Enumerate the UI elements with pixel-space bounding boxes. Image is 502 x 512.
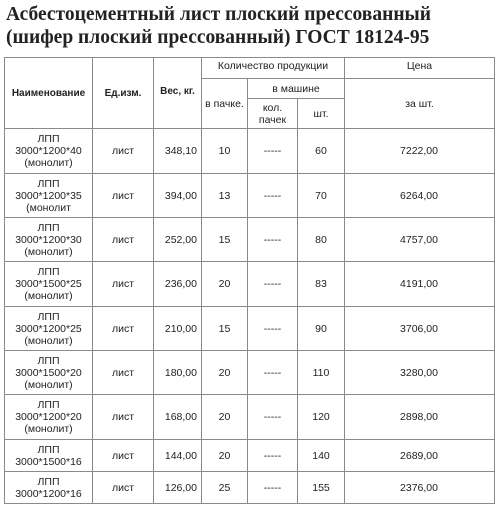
cell-unit: лист: [93, 351, 154, 395]
cell-unit: лист: [93, 262, 154, 307]
cell-name-line: 3000*1500*25: [15, 278, 82, 290]
cell-name: [5, 307, 93, 351]
cell-weight: 168,00: [154, 395, 202, 440]
cell-pieces: 90: [298, 307, 345, 351]
table-row: [5, 218, 495, 262]
table-row: [5, 262, 495, 307]
table-row: [5, 472, 495, 504]
cell-price: 4757,00: [345, 218, 495, 262]
cell-price: 3280,00: [345, 351, 495, 395]
cell-unit: лист: [93, 395, 154, 440]
cell-name-line: (монолит): [24, 334, 73, 347]
cell-name-line: (монолит): [24, 423, 73, 435]
cell-name-line: 3000*1200*25: [15, 322, 82, 335]
cell-unit: лист: [93, 440, 154, 472]
cell-in-pack: 25: [202, 472, 248, 504]
cell-pieces: 140: [298, 440, 345, 472]
cell-name: [5, 472, 93, 504]
cell-name: [5, 395, 93, 440]
cell-name-line: 3000*1500*20: [15, 366, 82, 379]
price-table: [4, 57, 495, 504]
header-pieces: шт.: [298, 99, 345, 129]
cell-name-line: ЛПП: [37, 133, 60, 145]
cell-pieces: 70: [298, 174, 345, 218]
cell-price: 2898,00: [345, 395, 495, 440]
cell-name-line: ЛПП: [37, 266, 60, 278]
cell-name-line: 3000*1200*20: [15, 411, 82, 423]
cell-unit: лист: [93, 174, 154, 218]
cell-packs: -----: [248, 395, 298, 440]
table-row: [5, 395, 495, 440]
cell-weight: 210,00: [154, 307, 202, 351]
title-line-2: (шифер плоский прессованный) ГОСТ 18124-95: [6, 27, 430, 48]
cell-in-pack: 20: [202, 395, 248, 440]
cell-unit: лист: [93, 472, 154, 504]
cell-pieces: 110: [298, 351, 345, 395]
cell-price: 2689,00: [345, 440, 495, 472]
header-quantity: Количество продукции: [202, 58, 345, 79]
cell-packs: -----: [248, 129, 298, 174]
cell-weight: 144,00: [154, 440, 202, 472]
cell-in-pack: 20: [202, 351, 248, 395]
page-title: [6, 3, 496, 49]
cell-name-line: (монолит): [24, 290, 73, 302]
cell-name-line: (монолит): [24, 245, 73, 258]
cell-name-line: 3000*1200*35: [15, 189, 82, 202]
cell-weight: 252,00: [154, 218, 202, 262]
header-in-truck: в машине: [248, 79, 345, 99]
cell-name-line: 3000*1200*16: [15, 487, 82, 500]
cell-name-line: ЛПП: [37, 354, 60, 367]
cell-weight: 394,00: [154, 174, 202, 218]
cell-name-line: (монолит: [26, 201, 71, 214]
header-in-pack: в пачке.: [202, 79, 248, 129]
table-row: [5, 307, 495, 351]
table-body: [5, 129, 495, 504]
cell-weight: 126,00: [154, 472, 202, 504]
cell-name-line: ЛПП: [37, 475, 60, 488]
cell-name: [5, 262, 93, 307]
cell-in-pack: 10: [202, 129, 248, 174]
cell-in-pack: 15: [202, 218, 248, 262]
header-price: Цена: [345, 58, 495, 79]
cell-in-pack: 20: [202, 440, 248, 472]
cell-weight: 348,10: [154, 129, 202, 174]
cell-name-line: (монолит): [24, 157, 73, 169]
cell-name: [5, 218, 93, 262]
cell-price: 7222,00: [345, 129, 495, 174]
cell-unit: лист: [93, 218, 154, 262]
table-row: [5, 129, 495, 174]
cell-unit: лист: [93, 129, 154, 174]
cell-pieces: 80: [298, 218, 345, 262]
header-name: Наименование: [5, 58, 93, 129]
header-unit: Ед.изм.: [93, 58, 154, 129]
cell-price: 2376,00: [345, 472, 495, 504]
cell-name: [5, 440, 93, 472]
cell-price: 6264,00: [345, 174, 495, 218]
title-line-1: Асбестоцементный лист плоский прессованный: [6, 4, 432, 25]
cell-name: [5, 174, 93, 218]
header-weight: Вес, кг.: [154, 58, 202, 129]
cell-packs: -----: [248, 307, 298, 351]
table-row: [5, 440, 495, 472]
cell-name: [5, 129, 93, 174]
cell-packs: -----: [248, 174, 298, 218]
cell-packs: -----: [248, 262, 298, 307]
table-row: [5, 351, 495, 395]
cell-weight: 180,00: [154, 351, 202, 395]
cell-packs: -----: [248, 440, 298, 472]
cell-name-line: 3000*1200*30: [15, 233, 82, 246]
header-per-piece: за шт.: [345, 79, 495, 129]
cell-price: 3706,00: [345, 307, 495, 351]
cell-name-line: ЛПП: [37, 399, 60, 411]
cell-weight: 236,00: [154, 262, 202, 307]
cell-pieces: 155: [298, 472, 345, 504]
cell-name-line: 3000*1200*40: [15, 145, 82, 157]
cell-unit: лист: [93, 307, 154, 351]
cell-pieces: 60: [298, 129, 345, 174]
cell-in-pack: 13: [202, 174, 248, 218]
cell-name-line: ЛПП: [37, 310, 60, 323]
cell-pieces: 120: [298, 395, 345, 440]
cell-name-line: ЛПП: [37, 443, 60, 456]
cell-packs: -----: [248, 472, 298, 504]
table-row: [5, 174, 495, 218]
cell-name-line: ЛПП: [37, 177, 60, 190]
cell-in-pack: 20: [202, 262, 248, 307]
cell-price: 4191,00: [345, 262, 495, 307]
cell-name-line: (монолит): [24, 378, 73, 391]
cell-name-line: 3000*1500*16: [15, 455, 82, 468]
cell-in-pack: 15: [202, 307, 248, 351]
cell-pieces: 83: [298, 262, 345, 307]
cell-name-line: ЛПП: [37, 221, 60, 234]
cell-name: [5, 351, 93, 395]
cell-packs: -----: [248, 351, 298, 395]
header-packs: кол. пачек: [248, 99, 298, 129]
cell-packs: -----: [248, 218, 298, 262]
